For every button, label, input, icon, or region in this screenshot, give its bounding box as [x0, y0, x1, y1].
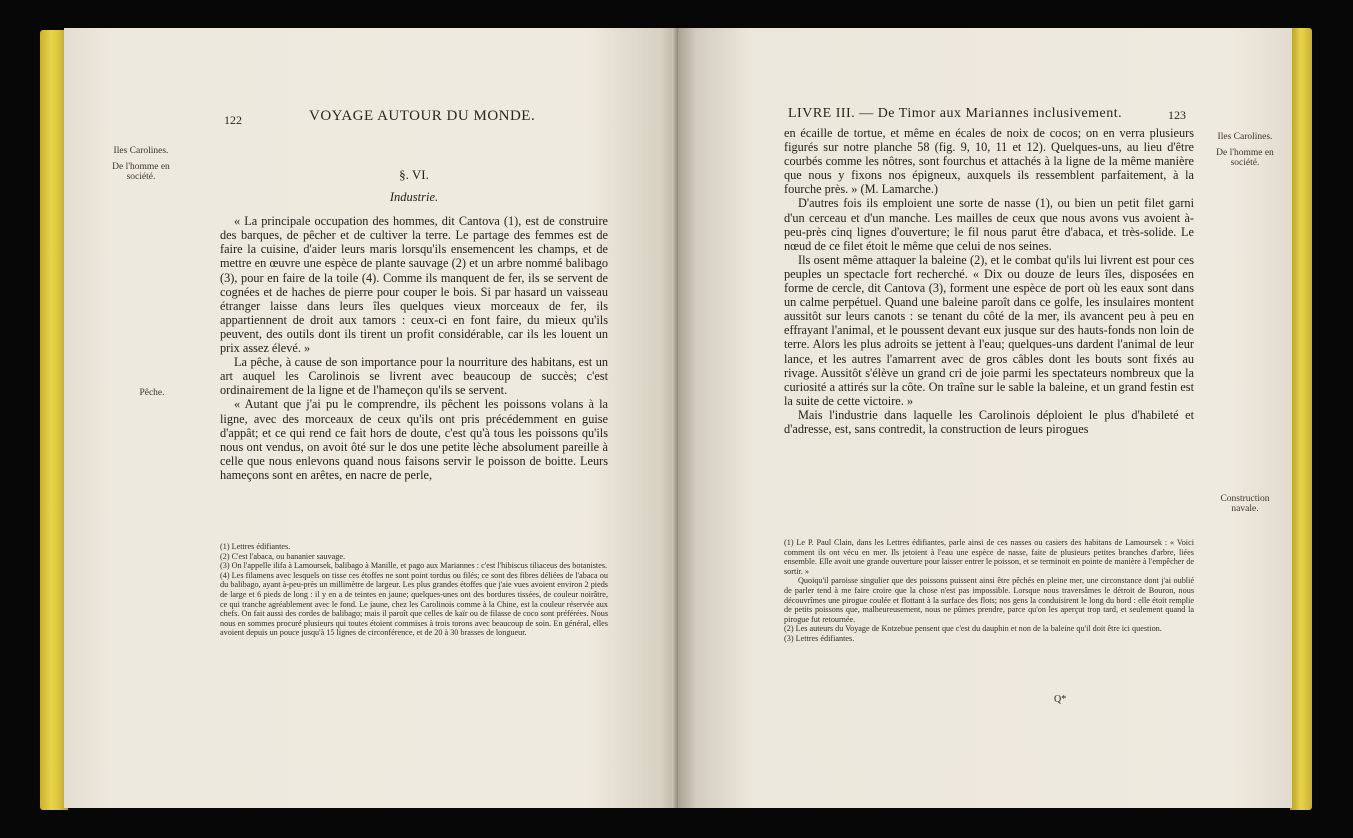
paragraph: « Autant que j'ai pu le comprendre, ils pêchent les poissons volans à la ligne, avec des morceaux de ceux qu'ils ont pris précédemment en guise d'appât; et ce qui rend ce fait hors de doute, c'est qu'à tous les poissons qu'ils nous ont vendus, on avoit ôté sur le dos une petite lèche absolument pareille à celle que nous enlevons quand nous faisons servir le poisson de boitte. Leurs hameçons sont en arêtes, en nacre de perle,	[220, 397, 608, 482]
paragraph: La pêche, à cause de son importance pour la nourriture des habitans, est un art auquel les Carolinois se livrent avec beaucoup de succès; c'est ordinairement de la ligne et de l'hameçon qu'ils se servent.	[220, 355, 608, 398]
right-running-header: LIVRE III. — De Timor aux Mariannes inclusivement.	[788, 106, 1123, 121]
right-page	[678, 28, 1292, 808]
margin-note-construction-navale: Construction navale.	[1220, 494, 1270, 514]
right-page-number: 123	[1168, 108, 1186, 122]
right-footnotes	[784, 538, 1194, 644]
footnote: (2) C'est l'abaca, ou bananier sauvage.	[220, 551, 346, 561]
footnote: (1) Le P. Paul Clain, dans les Lettres édifiantes, parle ainsi de ces nasses ou casiers des habitans de Lamoursek : « Voici comment ils ont vécu en mer. Ils jetoient à l'eau une espèce de nasse, faite de plusieurs petites branches d'arbre, liées ensemble. Elle avoit une grande ouverture pour laisser entrer le poisson, et se terminoit en pointe de manière à l'empêcher de sortir. »	[784, 538, 1194, 576]
footnote: (1) Lettres édifiantes.	[220, 542, 291, 551]
paragraph: Mais l'industrie dans laquelle les Carolinois déploient le plus d'habileté et d'adresse, est, sans contredit, la construction de leurs pirogues	[784, 407, 1194, 436]
margin-note-peche: Pêche.	[139, 388, 165, 398]
left-page-number: 122	[224, 113, 242, 127]
footnote: (2) Les auteurs du Voyage de Kotzebue pensent que c'est du dauphin et non de la baleine qu'il doit être ici question.	[784, 624, 1162, 634]
signature-mark: Q*	[1054, 694, 1067, 705]
margin-note-iles-carolines: Iles Carolines.	[113, 146, 169, 156]
footnote: Quoiqu'il paroisse singulier que des poissons puissent ainsi être pêchés en pleine mer, une circonstance dont j'ai oublié de parler tend à me faire croire que la chose n'est pas impossible. Lorsque nous traversâmes le détroit de Bouron, nous découvrîmes une pirogue coulée et flottant à la surface des flots; nos gens la conduisirent le long du bord : elle étoit remplie de petits poissons que, malheureusement, nous ne pûmes prendre, parce qu'on les aperçut trop tard, et seulement quand la pirogue fut retournée.	[784, 576, 1194, 624]
paragraph: « La principale occupation des hommes, dit Cantova (1), est de construire des barques, de pêcher et de cultiver la terre. Le partage des femmes est de faire la cuisine, d'aider leurs maris lorsqu'ils ensemencent les champs, et de mettre en œuvre une espèce de plante sauvage (2) et un arbre nommé balibago (3), pour en faire de la toile (4). Comme ils manquent de fer, ils se servent de cognées et de haches de pierre pour couper le bois. Si par hasard un vaisseau étranger laisse dans leurs îles quelques vieux morceaux de fer, ils appartiennent de droit aux tamors : ceux-ci en font faire, du mieux qu'ils peuvent, des outils dont ils tirent un profit considérable, car ils les louent un prix assez élevé. »	[220, 214, 608, 356]
margin-note-homme-societe: De l'homme en société.	[1216, 148, 1274, 168]
margin-note-homme-societe: De l'homme en société.	[112, 162, 170, 182]
right-page-edges	[1290, 28, 1312, 810]
paragraph: D'autres fois ils emploient une sorte de nasse (1), ou bien un petit filet garni d'un cerceau et d'un manche. Les mailles de ceux que nous avons vus avoient à-peu-près cinq lignes d'ouverture; le fil nous parut être d'abaca, et très-solide. Le nœud de ce filet étoit le même que celui de nos seines.	[784, 196, 1194, 253]
right-main-text	[784, 126, 1194, 436]
margin-note-iles-carolines: Iles Carolines.	[1217, 132, 1273, 142]
left-footnotes	[220, 542, 608, 638]
paragraph: en écaille de tortue, et même en écales de noix de cocos; on en verra plusieurs figurés sur notre planche 58 (fig. 9, 10, 11 et 12). Quelques-uns, au lieu d'être courbés comme les nôtres, sont fourchus et attachés à la ligne de la même manière que nous y fixons nos épigneux, auxquels ils ressemblent parfaitement, à la fourche près. » (M. Lamarche.)	[784, 126, 1194, 197]
section-subtitle: Industrie.	[389, 190, 439, 205]
footnote: (4) Les filamens avec lesquels on tisse ces étoffes ne sont point tordus ou filés; ce sont des fibres déliées de l'abaca ou du balibago, ayant à-peu-près un millimètre de largeur. Les plus grandes étoffes que j'aie vues avoient environ 2 pieds de large et 6 pieds de long : il y en a de teintes en jaune; quelques-unes ont des bordures tissées, de couleur noirâtre, ce qui tranche agréablement avec le fond. Le jaune, chez les Carolinois comme à la Chine, est la couleur réservée aux chefs. On fait aussi des cordes de balibago; mais il paroît que celles de kaïr ou de filasse de coco sont préférées. Nous nous en sommes procuré plusieurs qui toutes étoient commises à trois torons avec beaucoup de soin. En général, elles avoient depuis un pouce jusqu'à 15 lignes de circonférence, et de 20 à 30 brasses de longueur.	[220, 570, 608, 638]
footnote: (3) Lettres édifiantes.	[784, 633, 855, 643]
left-page	[64, 28, 679, 808]
left-main-text	[220, 168, 608, 482]
footnote: (3) On l'appelle ilifa à Lamoursek, balibago à Manille, et pago aux Mariannes : c'est l'hibiscus tiliaceus des botanistes.	[220, 561, 608, 571]
paragraph: Ils osent même attaquer la baleine (2), et le combat qu'ils lui livrent est pour ces peuples un spectacle fort recherché. « Dix ou douze de leurs îles, disposées en forme de cercle, dit Cantova (3), forment une espèce de port où les eaux sont dans un calme perpétuel. Quand une baleine paroît dans ce golfe, les insulaires montent aussitôt sur leurs canots : se tenant du côté de la mer, ils avancent peu à peu en effrayant l'animal, et le poussent devant eux jusque sur des hauts-fonds non loin de terre. Alors les plus adroits se jettent à l'eau; quelques-uns dardent l'animal de leur lance, et les autres l'amarrent avec de gros câbles dont les bouts sont fixés au rivage. Aussitôt s'élève un grand cri de joie parmi les spectateurs nombreux que la curiosité a attirés sur la côte. On traîne sur le sable la baleine, et un grand festin est la suite de cette victoire. »	[784, 252, 1194, 408]
section-heading: §. VI.	[399, 167, 429, 182]
left-running-header: VOYAGE AUTOUR DU MONDE.	[309, 108, 536, 124]
